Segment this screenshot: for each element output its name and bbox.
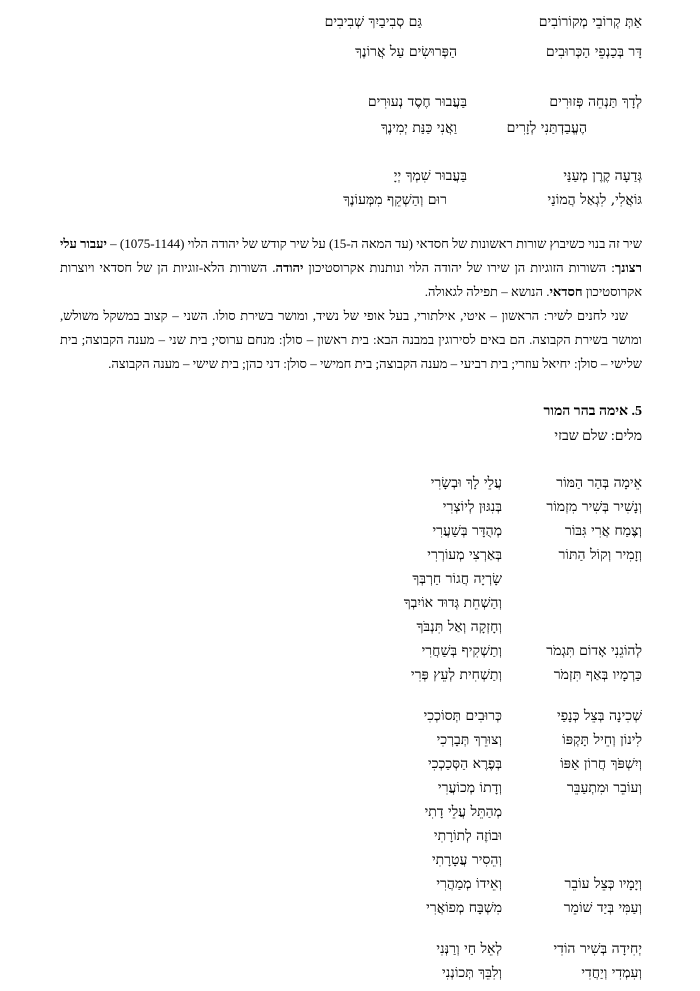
poem-line: [0, 706, 700, 730]
poem-hemistich: וְלִבֵּךְ תְּכוֹנְנִי: [442, 965, 502, 981]
poem-line: [0, 665, 700, 689]
acrostic-name: חסדאי: [549, 284, 583, 299]
text-run: : השורות הזוגיות הן שירו של יהודה הלוי ונותנות אקרוסטיכון: [308, 260, 615, 275]
poem-hemistich: מִשְׁבָּח מְפוֹאֲרִי: [426, 900, 502, 916]
poem-hemistich: רוּם וְהַשְׁקֵף מִמְּעוֹנֶךָ: [343, 192, 447, 208]
poem-hemistich: לְדָךְ תַּנְחֵה פְּזוּרִים: [549, 94, 642, 110]
text-run: שיר זה בנוי כשיבוץ שורות ראשונות של חסדאי (עד המאה ה-15) על שיר קודש של יהודה הלוי (1075-1144) –: [110, 236, 642, 251]
poem-line: [0, 42, 700, 66]
poem-hemistich: וְעוֹבֵר וּמִתְעַבֵּר: [566, 780, 642, 796]
poem-hemistich: וְיָמָיו כְּצֵל עוֹבֵר: [564, 876, 642, 892]
poem-hemistich: בְּנִגּוּן לְיוֹצְרִי: [442, 499, 502, 515]
poem-line: [0, 118, 700, 142]
poem-hemistich: גַּם סְבִיבַיִךְ שְׁבִיבִים: [324, 14, 422, 30]
poem-hemistich: כְּרוּבִים תְּסוֹכְכִי: [423, 708, 502, 724]
poem-hemistich: הַפְּרוּשִׂים עַל אֲרוֹנֶךָ: [355, 44, 457, 60]
poem-hemistich: וְעִמְדִי וְיַחֲדִי: [581, 965, 642, 981]
poem-line: [0, 850, 700, 874]
poem-line: [0, 826, 700, 850]
poem-hemistich: וְעַמִּי בְּיַד שׁוֹמֵר: [563, 900, 642, 916]
poem-line: [0, 521, 700, 545]
poem-line: [0, 617, 700, 641]
poem-hemistich: אַתְּ קְרוֹבֵי מְקוֹרוֹבִים: [538, 14, 642, 30]
song-title-reference: יעבור עלי רצונך: [60, 236, 642, 275]
poem-hemistich: וְחָזְקָה וְאַל תִּנְבֹּךָ: [416, 619, 502, 635]
poem-hemistich: וְדָתוֹ מְכוֹעֲרִי: [437, 780, 502, 796]
poem-hemistich: שְׁכִינָה בְּצֵל כְּנָפַי: [557, 708, 642, 724]
poem-hemistich: לְהוֹגֵנִי אָדוֹם תִּגְמֹר: [546, 643, 642, 659]
poem-line: [0, 939, 700, 963]
poem-hemistich: אֵימָה בְּהַר הַמּוֹר: [556, 475, 642, 491]
description: [60, 232, 642, 376]
poem-hemistich: בַּעֲבוּר שִׁמְךָ יְיָ: [393, 168, 467, 184]
poem-line: [0, 12, 700, 36]
poem-line: [0, 641, 700, 665]
poem-hemistich: וְנָשִׁיר בְּשִׁיר מִזְמוֹר: [546, 499, 642, 515]
poem-hemistich: הֶעֱבַדְתַּנִי לְזָרִים: [506, 120, 587, 136]
poem-line: [0, 778, 700, 802]
poem-line: [0, 593, 700, 617]
text-run: . השורות הלא-זוגיות הן של חסדאי ויוצרות אקרוסטיכון: [60, 260, 642, 299]
song-credit: מלים: שלם שבזי: [554, 429, 642, 444]
poem-hemistich: כַּרְמָיו בְּאַף תִּזְמֹר: [553, 667, 642, 683]
poem-hemistich: בַּעֲבוּר חֶסֶד נְעוּרִים: [367, 94, 467, 110]
poem-hemistich: וְיִשְׁפֹּךְ חֲרוֹן אַפּוֹ: [560, 756, 642, 772]
song-title: 5. אימה בהר המור: [543, 404, 642, 419]
poem-line: [0, 497, 700, 521]
poem-hemistich: לְאֵל חַי וְרַנְּנִי: [436, 941, 502, 957]
poem-hemistich: בְּפֶרֶא הַסְּכַכְכִי: [427, 756, 502, 772]
poem-hemistich: וּבוֹזֶה לְתוֹרָתִי: [433, 828, 502, 844]
poem-line: [0, 545, 700, 569]
poem-hemistich: שָׂרְיָה חֲגוֹר חַרְבְּךָ: [412, 571, 502, 587]
description-paragraph-1: [60, 232, 642, 304]
poem-line: [0, 166, 700, 190]
poem-line: [0, 754, 700, 778]
acrostic-name: יהודה: [275, 260, 304, 275]
poem-hemistich: גְּדַעָה קֶרֶן מְעַנַּי: [563, 168, 642, 184]
poem-hemistich: וְאֵידוֹ מְמַהֲרִי: [436, 876, 502, 892]
poem-line: [0, 898, 700, 922]
poem-line: [0, 190, 700, 214]
poem-line: [0, 874, 700, 898]
poem-hemistich: וְזָמִיר וְקוֹל הַתּוֹר: [558, 547, 642, 563]
poem-line: [0, 569, 700, 593]
poem-hemistich: וְהַשְׁחֵת גְּדוּד אוֹיִבְךָ: [403, 595, 502, 611]
poem-line: [0, 92, 700, 116]
poem-hemistich: וְתַשְׁקִיף בְּשַׁחֲרִי: [421, 643, 502, 659]
poem-hemistich: וְתַשְׁחִית לְעֵץ פְּרִי: [410, 667, 502, 683]
text-run: . הנושא – תפילה לגאולה.: [424, 284, 550, 299]
poem-hemistich: גּוֹאֲלִי, לִגְאַל הֲמוֹנַי: [547, 192, 642, 208]
poem-hemistich: וְהֵסִיר עֲטָרָתִי: [431, 852, 502, 868]
poem-hemistich: וַאֲנִי כַּנַּת יְמִינֶךָ: [380, 120, 457, 136]
poem-line: [0, 473, 700, 497]
poem-hemistich: לִינוֹן וְחֵיל תָּקְפּוֹ: [562, 732, 642, 748]
poem-hemistich: וְצֶמַח אֲרִי גִּבּוֹר: [564, 523, 642, 539]
poem-line: [0, 730, 700, 754]
poem-hemistich: מְהַתֵּל עֲלֵי דָתִי: [424, 804, 502, 820]
poem-hemistich: מְהֻדָּר בְּשַׁעֲרִי: [432, 523, 502, 539]
poem-line: [0, 963, 700, 987]
poem-hemistich: בְּאַרְצִי מְעוֹרְרִי: [427, 547, 502, 563]
poem-hemistich: וְצוּרֵךְ תְּבָרְכִי: [436, 732, 502, 748]
poem-line: [0, 802, 700, 826]
description-paragraph-2: שני לחנים לשיר: הראשון – איטי, אילתורי, בעל אופי של נשיד, ומושר בשירת סולו. השני – קצוב במשקל משולש, ומושר בשירת הקבוצה. הם באים לסירוגין במבנה הבא: בית ראשון – סולן: מנחם ערוסי; בית שני – מענה הקבוצה; בית שלישי – סולן: יחיאל עוזרי; בית רביעי – מענה הקבוצה; בית חמישי – סולן: דני כהן; בית שישי – מענה הקבוצה.: [60, 308, 642, 371]
poem-hemistich: דָּר בְּכַנְפֵי הַכְּרוּבִים: [545, 44, 642, 60]
poem-hemistich: עֲלֵי לָךְ וּבְשָׂרִי: [430, 475, 502, 491]
poem-hemistich: יְחִידָה בְּשִׁיר הוֹדִי: [553, 941, 642, 957]
